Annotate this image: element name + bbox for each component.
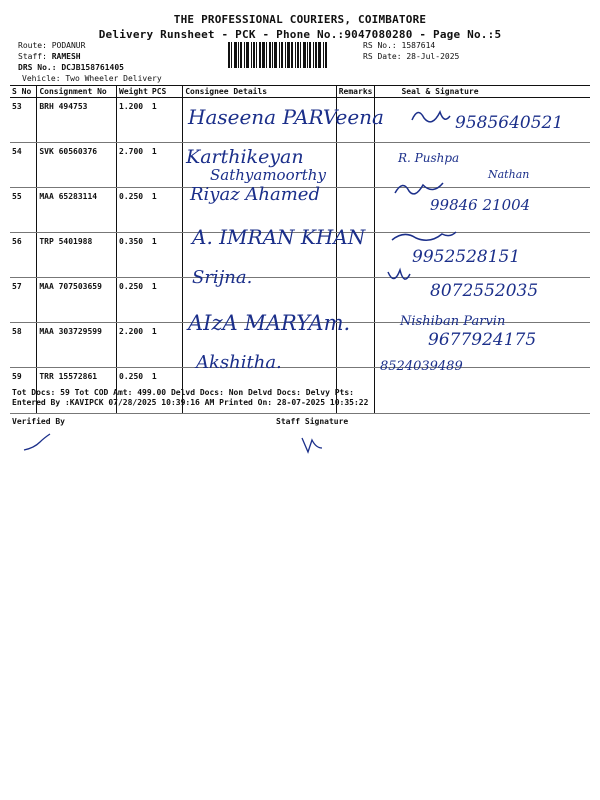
col-remarks: Remarks [336, 86, 375, 98]
staff-label: Staff: [18, 52, 52, 61]
consignee-cell [183, 98, 337, 143]
table-row [10, 143, 590, 188]
consignee-handwriting: A. IMRAN KHAN [192, 225, 366, 249]
consignee-cell [183, 323, 337, 368]
signature-cell [375, 143, 590, 188]
pcs-cell: 1 [150, 98, 183, 143]
consignee-cell [183, 278, 337, 323]
pcs-cell: 1 [150, 323, 183, 368]
consignee-cell [183, 233, 337, 278]
sno-cell: 54 [10, 143, 37, 188]
col-consignment-no: Consignment No [37, 86, 117, 98]
signature-handwriting: 8072552035 [430, 281, 539, 301]
runsheet-table [10, 85, 590, 414]
consignee-handwriting: AIzA MARYAm. [188, 311, 351, 335]
signature-handwriting: 99846 21004 [430, 196, 531, 214]
col-weight: Weight [117, 86, 150, 98]
signature-handwriting: R. Pushpa [398, 151, 460, 165]
signature-handwriting: 8524039489 [380, 359, 463, 374]
table-header-row [10, 86, 590, 98]
consignment-cell: MAA 707503659 [37, 278, 117, 323]
signature-cell [375, 323, 590, 368]
signature-handwriting: Nathan [488, 168, 530, 181]
consignee-cell [183, 188, 337, 233]
signature-cell [375, 278, 590, 323]
weight-cell: 1.200 [117, 98, 150, 143]
sno-cell: 57 [10, 278, 37, 323]
pcs-cell: 1 [150, 188, 183, 233]
drs-number: DRS No.: DCJB158761405 [18, 63, 124, 72]
staff-signature-label: Staff Signature [276, 417, 349, 426]
signature-handwriting: 9585640521 [455, 113, 564, 133]
rs-number: RS No.: 1587614 [363, 41, 436, 50]
table-row [10, 323, 590, 368]
sno-cell: 56 [10, 233, 37, 278]
weight-cell: 2.200 [117, 323, 150, 368]
table-row [10, 98, 590, 143]
staff-signature-mark [302, 438, 322, 452]
pcs-cell: 1 [150, 368, 183, 414]
sno-cell: 59 [10, 368, 37, 414]
consignment-cell: MAA 303729599 [37, 323, 117, 368]
table-row [10, 278, 590, 323]
weight-cell: 0.250 [117, 278, 150, 323]
pcs-cell: 1 [150, 278, 183, 323]
col-sno: S No [10, 86, 37, 98]
consignment-cell: MAA 65283114 [37, 188, 117, 233]
consignment-cell: TRR 15572861 [37, 368, 117, 414]
consignee-handwriting: Riyaz Ahamed [190, 184, 320, 205]
table-row [10, 188, 590, 233]
col-pcs: PCS [150, 86, 183, 98]
sno-cell: 55 [10, 188, 37, 233]
rs-date: RS Date: 28-Jul-2025 [363, 52, 460, 61]
entered-printed-line: Entered By :KAVIPCK 07/28/2025 10:39:16 AM Printed On: 28-07-2025 10:35:22 [12, 398, 369, 407]
verified-by-label: Verified By [12, 417, 65, 426]
remarks-cell [336, 323, 375, 368]
staff-line [18, 52, 81, 61]
consignment-cell: BRH 494753 [37, 98, 117, 143]
sno-cell: 58 [10, 323, 37, 368]
barcode [228, 42, 356, 68]
col-seal-signature: Seal & Signature [375, 86, 590, 98]
col-consignee-details: Consignee Details [183, 86, 337, 98]
signature-cell [375, 233, 590, 278]
consignment-cell: SVK 60560376 [37, 143, 117, 188]
vehicle-label: Vehicle: Two Wheeler Delivery [22, 74, 162, 83]
signature-cell [375, 368, 590, 414]
signature-cell [375, 98, 590, 143]
signature-handwriting: Nishiban Parvin [400, 314, 506, 329]
remarks-cell [336, 233, 375, 278]
weight-cell: 0.350 [117, 233, 150, 278]
consignee-handwriting: Srijna. [192, 267, 253, 288]
table-row [10, 233, 590, 278]
consignee-cell [183, 143, 337, 188]
verified-signature-mark [24, 434, 50, 450]
consignee-handwriting: Sathyamoorthy [210, 166, 326, 184]
consignment-cell: TRP 5401988 [37, 233, 117, 278]
consignee-handwriting: Akshitha. [196, 352, 282, 373]
document-subtitle: Delivery Runsheet - PCK - Phone No.:9047080280 - Page No.:5 [98, 28, 502, 41]
weight-cell: 0.250 [117, 188, 150, 233]
remarks-cell [336, 98, 375, 143]
remarks-cell [336, 278, 375, 323]
consignee-handwriting: Haseena PARVeena [188, 105, 384, 129]
remarks-cell [336, 143, 375, 188]
remarks-cell [336, 188, 375, 233]
signature-handwriting: 9952528151 [412, 247, 521, 267]
route-label: Route: PODANUR [18, 41, 86, 50]
signature-cell [375, 188, 590, 233]
pcs-cell: 1 [150, 233, 183, 278]
totals-line: Tot Docs: 59 Tot COD Amt: 499.00 Delvd Docs: Non Delvd Docs: Delvy Pts: [12, 388, 354, 397]
weight-cell: 2.700 [117, 143, 150, 188]
signature-handwriting: 9677924175 [428, 330, 537, 350]
weight-cell: 0.250 [117, 368, 150, 414]
document-title: THE PROFESSIONAL COURIERS, COIMBATORE [173, 13, 427, 26]
consignee-handwriting: Karthikeyan [186, 146, 304, 168]
staff-name: RAMESH [51, 52, 81, 61]
sno-cell: 53 [10, 98, 37, 143]
pcs-cell: 1 [150, 143, 183, 188]
